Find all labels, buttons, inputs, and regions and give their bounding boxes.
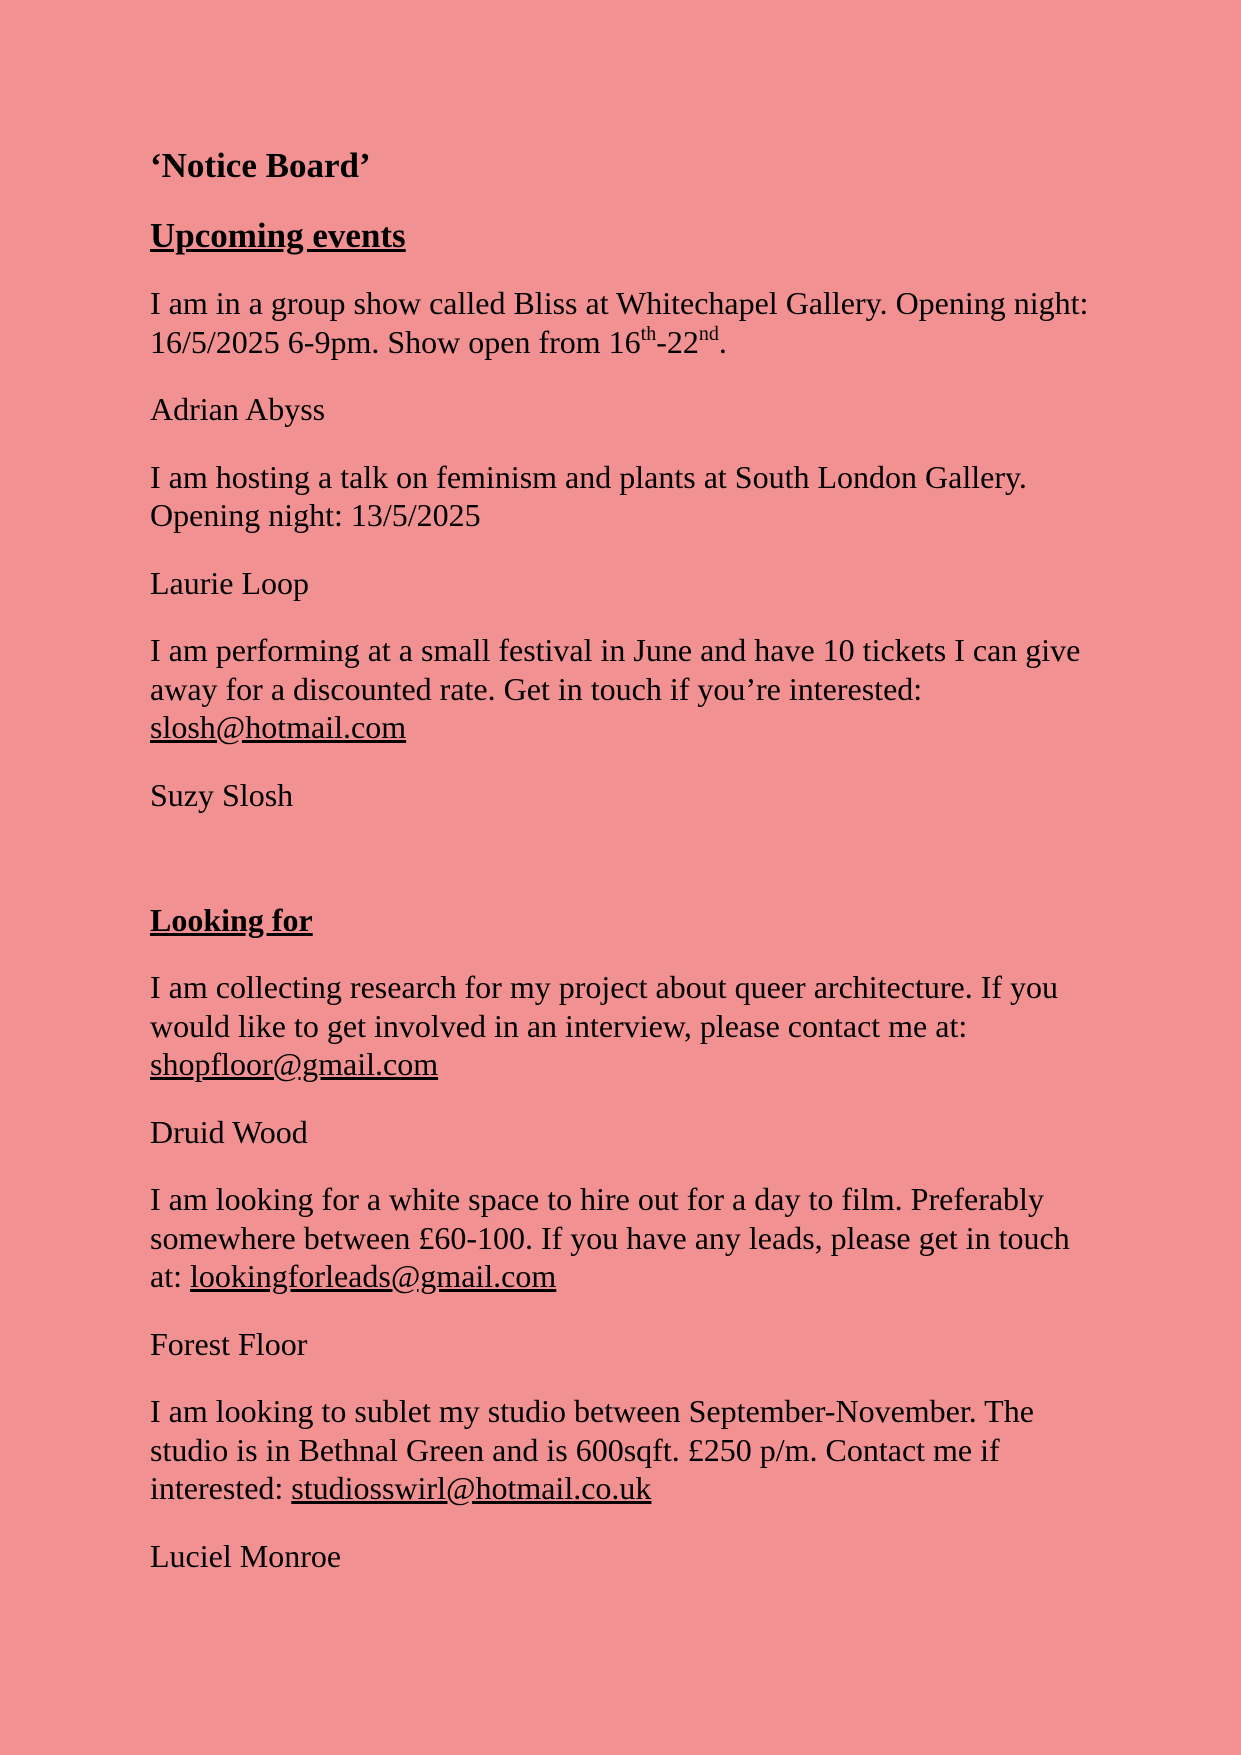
section-spacer bbox=[150, 843, 1090, 900]
ordinal-suffix: th bbox=[640, 322, 657, 345]
notice-text-part: I am looking for a white space to hire out for a day to film. Preferably somewhere between £60-100. If you have any leads, please get in touch at: bbox=[150, 1181, 1070, 1294]
notice-text-bliss-show bbox=[150, 284, 1090, 361]
ordinal-suffix: nd bbox=[698, 322, 719, 345]
notice-author: Druid Wood bbox=[150, 1113, 308, 1150]
email-link-shopfloor[interactable]: shopfloor@gmail.com bbox=[150, 1046, 439, 1082]
looking-for-heading: Looking for bbox=[150, 902, 313, 938]
notice-author: Adrian Abyss bbox=[150, 391, 326, 427]
upcoming-events-heading: Upcoming events bbox=[150, 216, 406, 255]
notice-text-white-space bbox=[150, 1180, 1090, 1296]
notice-text-part: I am performing at a small festival in June and have 10 tickets I can give away for a discounted rate. Get in touch if you’re interested: bbox=[150, 632, 1081, 707]
notice-text-part: -22 bbox=[656, 323, 699, 360]
notice-board-content bbox=[150, 146, 1090, 1604]
notice-text-part: I am collecting research for my project about queer architecture. If you would like to get involved in an interview, please contact me at: bbox=[150, 969, 1059, 1044]
notice-text-studio-sublet bbox=[150, 1392, 1090, 1508]
notice-author: Forest Floor bbox=[150, 1325, 308, 1362]
notice-author: Suzy Slosh bbox=[150, 776, 294, 813]
notice-text-part: . bbox=[718, 323, 727, 360]
notice-text-part: I am in a group show called Bliss at Whitechapel Gallery. Opening night: 16/5/2025 6-9pm. Show open from 16 bbox=[150, 285, 1089, 360]
email-link-lookingforleads[interactable]: lookingforleads@gmail.com bbox=[189, 1258, 557, 1294]
notice-text-queer-architecture bbox=[150, 968, 1090, 1084]
notice-author: Laurie Loop bbox=[150, 564, 310, 601]
email-link-slosh[interactable]: slosh@hotmail.com bbox=[150, 709, 407, 745]
notice-author: Luciel Monroe bbox=[150, 1537, 342, 1574]
notice-text-feminism-talk: I am hosting a talk on feminism and plants at South London Gallery. Opening night: 13/5/2025 bbox=[150, 458, 1027, 533]
page-title: ‘Notice Board’ bbox=[150, 146, 371, 185]
email-link-studiosswirl[interactable]: studiosswirl@hotmail.co.uk bbox=[291, 1470, 652, 1506]
notice-text-festival-tickets bbox=[150, 631, 1090, 747]
notice-text-part: I am looking to sublet my studio between September-November. The studio is in Bethnal Green and is 600sqft. £250 p/m. Contact me if interested: bbox=[150, 1393, 1034, 1506]
